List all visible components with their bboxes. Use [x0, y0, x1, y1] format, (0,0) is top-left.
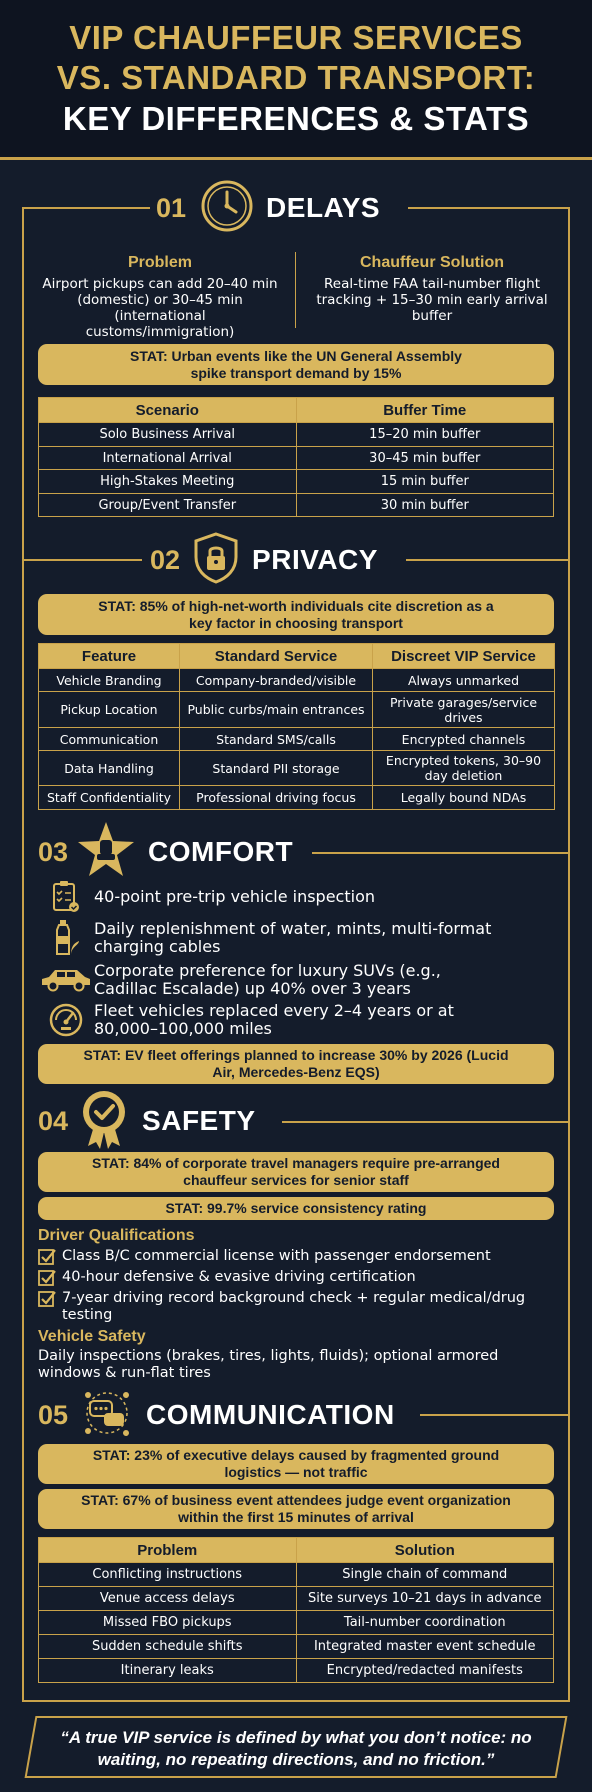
checklist-icon	[38, 880, 94, 914]
table-cell: Vehicle Branding	[39, 669, 180, 692]
problem-column	[38, 254, 282, 340]
section-comfort-heading	[38, 822, 293, 882]
column-header: Problem	[39, 1538, 297, 1563]
table-cell: High-Stakes Meeting	[39, 470, 297, 494]
section-title: COMMUNICATION	[146, 1399, 395, 1430]
list-item-text: 40-point pre-trip vehicle inspection	[94, 887, 375, 906]
list-item-text: Fleet vehicles replaced every 2–4 years or at 80,000–100,000 miles	[94, 1001, 454, 1038]
stat-text: STAT: 85% of high-net-worth individuals cite discretion as a key factor in choosing transport	[98, 597, 494, 631]
list-item-text: Daily replenishment of water, mints, multi-format charging cables	[94, 919, 492, 956]
table-cell: Communication	[39, 728, 180, 751]
stat-bar	[38, 1489, 554, 1529]
chat-network-icon	[82, 1387, 132, 1444]
section-title: DELAYS	[266, 192, 381, 223]
table-cell: Staff Confidentiality	[39, 786, 180, 810]
table-row	[39, 494, 554, 517]
privacy-table	[38, 643, 555, 810]
table-cell: Pickup Location	[39, 692, 180, 728]
lock-shield-icon	[192, 531, 240, 590]
frame-right	[568, 207, 570, 1702]
section-privacy-heading	[150, 532, 378, 588]
table-cell: Always unmarked	[373, 669, 555, 692]
clock-icon	[200, 179, 254, 238]
frame-left	[22, 207, 24, 1702]
table-row	[39, 1587, 554, 1611]
checkbox-icon	[38, 1269, 62, 1291]
list-item	[38, 960, 504, 1000]
section-number: 02	[150, 544, 181, 575]
rule	[22, 559, 142, 561]
header	[0, 0, 592, 160]
suv-icon	[38, 967, 94, 993]
rule	[420, 1414, 570, 1416]
vehicle-safety-text: Daily inspections (brakes, tires, lights, fluids); optional armored windows & run-flat tires	[38, 1348, 499, 1381]
table-row	[39, 1563, 554, 1587]
table-cell: International Arrival	[39, 447, 297, 470]
table-cell: Venue access delays	[39, 1587, 297, 1611]
table-row	[39, 447, 554, 470]
section-number: 04	[38, 1105, 69, 1136]
column-header: Discreet VIP Service	[373, 644, 555, 669]
table-row	[39, 1659, 554, 1683]
table-cell: 30–45 min buffer	[296, 447, 554, 470]
rule	[408, 207, 570, 209]
rule	[312, 852, 570, 854]
stat-text: STAT: 84% of corporate travel managers require pre-arranged chauffeur services for senior staff	[92, 1155, 500, 1188]
problem-text: Airport pickups can add 20–40 min (domestic) or 30–45 min (international customs/immigration)	[42, 276, 278, 340]
stat-text: STAT: EV fleet offerings planned to increase 30% by 2026 (Lucid Air, Mercedes-Benz EQS)	[83, 1047, 509, 1080]
stat-bar	[38, 1444, 554, 1484]
table-cell: Itinerary leaks	[39, 1659, 297, 1683]
table-cell: Tail-number coordination	[296, 1611, 554, 1635]
stat-bar	[38, 1197, 554, 1220]
solution-column	[310, 254, 554, 324]
table-row	[39, 669, 555, 692]
stat-bar	[38, 594, 554, 635]
list-item	[38, 878, 375, 916]
column-header: Standard Service	[180, 644, 373, 669]
column-header: Buffer Time	[296, 398, 554, 423]
table-cell: 15–20 min buffer	[296, 423, 554, 447]
frame-bottom	[22, 1700, 570, 1702]
checkbox-icon	[38, 1290, 62, 1324]
closing-quote: “A true VIP service is defined by what you don’t notice: no waiting, no repeating directions, and no friction.”	[60, 1728, 532, 1769]
stat-text: STAT: Urban events like the UN General Assembly spike transport demand by 15%	[130, 347, 462, 381]
table-cell: Site surveys 10–21 days in advance	[296, 1587, 554, 1611]
table-cell: Data Handling	[39, 751, 180, 786]
section-safety-heading	[38, 1090, 256, 1152]
solution-heading: Chauffeur Solution	[360, 254, 504, 271]
table-cell: Encrypted channels	[373, 728, 555, 751]
seat-star-icon	[76, 820, 136, 885]
table-cell: Single chain of command	[296, 1563, 554, 1587]
list-item-text: 40-hour defensive & evasive driving certification	[62, 1269, 416, 1285]
table-cell: Group/Event Transfer	[39, 494, 297, 517]
table-cell: Solo Business Arrival	[39, 423, 297, 447]
table-row	[39, 423, 554, 447]
table-cell: Standard SMS/calls	[180, 728, 373, 751]
stat-bar	[38, 1044, 554, 1084]
solution-text: Real-time FAA tail-number flight tracking + 15–30 min early arrival buffer	[316, 276, 548, 324]
table-cell: Sudden schedule shifts	[39, 1635, 297, 1659]
table-row	[39, 1635, 554, 1659]
table-cell: Company-branded/visible	[180, 669, 373, 692]
table-cell: 30 min buffer	[296, 494, 554, 517]
driver-qualifications-heading: Driver Qualifications	[38, 1227, 195, 1244]
list-item	[38, 1000, 474, 1040]
stat-bar	[38, 1152, 554, 1192]
section-title: SAFETY	[142, 1105, 256, 1136]
list-item	[38, 1269, 416, 1291]
list-item	[38, 1248, 491, 1270]
table-row	[39, 470, 554, 494]
problem-heading: Problem	[127, 254, 192, 271]
title-line-3: KEY DIFFERENCES & STATS	[62, 100, 530, 137]
title-line-1: VIP CHAUFFEUR SERVICES	[69, 19, 523, 56]
section-number: 03	[38, 836, 69, 867]
table-row	[39, 751, 555, 786]
column-header: Scenario	[39, 398, 297, 423]
table-cell: Professional driving focus	[180, 786, 373, 810]
title-line-2: VS. STANDARD TRANSPORT:	[56, 59, 536, 96]
section-title: PRIVACY	[252, 544, 378, 575]
list-item	[38, 918, 494, 958]
table-row	[39, 692, 555, 728]
column-header: Feature	[39, 644, 180, 669]
divider	[295, 252, 296, 328]
stat-bar	[38, 344, 554, 385]
table-row	[39, 728, 555, 751]
column-header: Solution	[296, 1538, 554, 1563]
table-cell: Encrypted/redacted manifests	[296, 1659, 554, 1683]
communication-table	[38, 1537, 554, 1683]
section-number: 01	[156, 192, 187, 223]
table-cell: Standard PII storage	[180, 751, 373, 786]
buffer-table	[38, 397, 554, 517]
stat-text: STAT: 99.7% service consistency rating	[165, 1200, 427, 1216]
section-communication-heading	[38, 1387, 395, 1443]
table-cell: Private garages/service drives	[373, 692, 555, 728]
badge-check-icon	[80, 1088, 128, 1155]
rule	[22, 207, 150, 209]
list-item-text: Class B/C commercial license with passenger endorsement	[62, 1248, 491, 1264]
table-cell: Encrypted tokens, 30–90 day deletion	[373, 751, 555, 786]
section-title: COMFORT	[148, 836, 294, 867]
stat-text: STAT: 23% of executive delays caused by fragmented ground logistics — not traffic	[92, 1447, 500, 1480]
table-cell: Public curbs/main entrances	[180, 692, 373, 728]
table-cell: Missed FBO pickups	[39, 1611, 297, 1635]
table-cell: Legally bound NDAs	[373, 786, 555, 810]
list-item-text: 7-year driving record background check + regular medical/drug testing	[62, 1290, 526, 1323]
vehicle-safety-heading: Vehicle Safety	[38, 1328, 146, 1345]
stat-text: STAT: 67% of business event attendees judge event organization within the first 15 minutes of arrival	[81, 1492, 511, 1525]
speedometer-icon	[38, 1002, 94, 1038]
list-item-text: Corporate preference for luxury SUVs (e.g., Cadillac Escalade) up 40% over 3 years	[94, 961, 441, 998]
table-row	[39, 786, 555, 810]
section-number: 05	[38, 1399, 69, 1430]
rule	[282, 1121, 570, 1123]
table-cell: Integrated master event schedule	[296, 1635, 554, 1659]
table-row	[39, 1611, 554, 1635]
table-cell: Conflicting instructions	[39, 1563, 297, 1587]
list-item	[38, 1290, 542, 1324]
checkbox-icon	[38, 1248, 62, 1270]
rule	[406, 559, 570, 561]
water-bottle-icon	[38, 919, 94, 957]
section-delays-heading	[156, 180, 380, 236]
table-cell: 15 min buffer	[296, 470, 554, 494]
